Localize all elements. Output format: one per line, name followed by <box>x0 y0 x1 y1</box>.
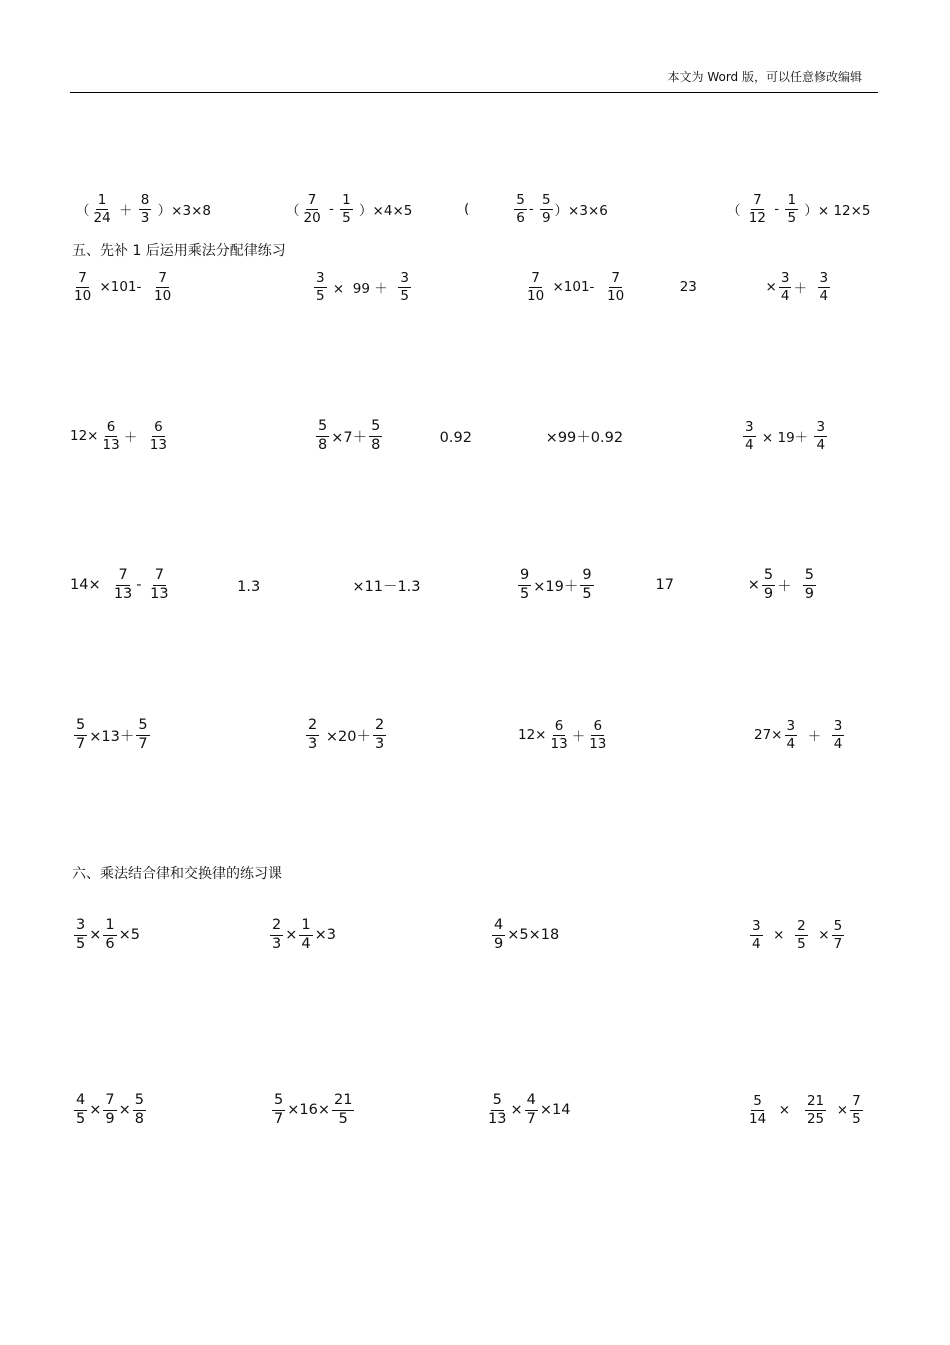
fraction-numerator: 3 <box>833 718 843 735</box>
fraction-denominator: 13 <box>150 585 169 602</box>
expression-text: 27× <box>754 727 783 743</box>
fraction-numerator: 5 <box>762 568 775 585</box>
expression-text: 17 × <box>595 577 760 593</box>
fraction-denominator: 12 <box>748 209 766 226</box>
math-problem <box>727 186 871 232</box>
fraction-numerator: 9 <box>518 568 531 585</box>
expression-text: × <box>828 1102 849 1118</box>
fraction-numerator: 7 <box>531 270 540 287</box>
expression-text: ＋ <box>799 729 830 745</box>
math-problem <box>72 912 140 958</box>
fraction-numerator: 5 <box>272 1093 285 1110</box>
fraction-numerator: 7 <box>611 270 620 287</box>
fraction-numerator: 7 <box>153 568 166 585</box>
fraction-denominator: 4 <box>301 935 311 952</box>
expression-text: ×5×18 <box>507 927 560 943</box>
expression-text: ( <box>464 201 513 217</box>
fraction <box>101 420 122 451</box>
expression-text: ×101- <box>548 279 604 295</box>
fraction-denominator: 3 <box>140 209 150 226</box>
expression-text: ×7＋ <box>331 429 368 446</box>
fraction-denominator: 13 <box>550 735 568 752</box>
fraction <box>398 271 411 302</box>
fraction-denominator: 10 <box>154 287 172 304</box>
expression-text: （ <box>286 203 300 219</box>
expression-text: ×19＋ <box>533 578 579 595</box>
fraction-numerator: 3 <box>819 270 829 287</box>
fraction <box>148 568 170 601</box>
expression-text: （ <box>76 203 90 219</box>
math-problem <box>312 264 413 310</box>
fraction-denominator: 5 <box>338 1110 348 1127</box>
fraction-numerator: 1 <box>299 918 312 935</box>
fraction <box>136 718 149 751</box>
fraction-numerator: 5 <box>316 419 329 436</box>
fraction-numerator: 5 <box>516 192 525 209</box>
fraction <box>814 420 827 451</box>
fraction <box>112 568 134 601</box>
expression-text: × <box>89 927 102 943</box>
fraction-denominator: 4 <box>786 735 796 752</box>
section-title-5: 五、先补 1 后运用乘法分配律练习 <box>72 243 286 259</box>
header-note: 本文为 Word 版，可以任意修改编辑 <box>667 70 862 84</box>
fraction <box>795 919 808 950</box>
expression-text: 0.92 ×99＋0.92 <box>384 429 624 446</box>
fraction-denominator: 9 <box>763 585 774 602</box>
fraction <box>72 271 93 302</box>
fraction <box>803 568 816 601</box>
expression-text: ＋ <box>114 203 137 219</box>
fraction-denominator: 4 <box>833 735 843 752</box>
fraction-denominator: 4 <box>745 436 754 453</box>
fraction-numerator: 8 <box>140 192 150 209</box>
fraction-numerator: 5 <box>541 192 551 209</box>
math-problem <box>72 1087 148 1133</box>
fraction-numerator: 3 <box>400 270 409 287</box>
fraction <box>302 193 323 224</box>
expression-text: × <box>809 927 830 943</box>
fraction-numerator: 21 <box>806 1093 825 1110</box>
math-problem <box>484 1087 570 1133</box>
fraction <box>785 719 798 750</box>
fraction-denominator: 5 <box>342 209 351 226</box>
math-problem <box>518 712 610 758</box>
fraction-numerator: 6 <box>154 419 163 436</box>
fraction-numerator: 2 <box>306 718 319 735</box>
fraction <box>525 1093 538 1126</box>
expression-text: ＋ <box>123 430 146 446</box>
expression-text: - <box>528 201 538 217</box>
fraction-numerator: 5 <box>74 718 87 735</box>
expression-text: 14× <box>70 577 110 593</box>
math-problem <box>76 186 211 232</box>
math-problem <box>516 562 818 608</box>
fraction-denominator: 7 <box>526 1110 536 1127</box>
fraction-denominator: 3 <box>272 935 282 952</box>
fraction-denominator: 5 <box>76 1110 86 1127</box>
expression-text: 23 × <box>628 279 777 295</box>
fraction <box>272 1093 285 1126</box>
fraction <box>152 271 173 302</box>
expression-text: ×14 <box>539 1102 571 1118</box>
fraction <box>332 1093 354 1126</box>
fraction-numerator: 1 <box>342 192 351 209</box>
fraction <box>514 193 527 224</box>
fraction <box>605 271 626 302</box>
fraction-numerator: 9 <box>580 568 593 585</box>
fraction-denominator: 4 <box>816 436 826 453</box>
fraction-denominator: 9 <box>541 209 551 226</box>
expression-text: ×20＋ <box>321 728 371 745</box>
expression-text: × <box>89 1102 102 1118</box>
fraction-denominator: 4 <box>780 287 790 304</box>
fraction-denominator: 5 <box>797 935 806 952</box>
fraction-numerator: 5 <box>803 568 816 585</box>
fraction-numerator: 6 <box>554 718 564 735</box>
math-problem <box>70 264 175 310</box>
fraction <box>580 568 593 601</box>
expression-text: ×13＋ <box>89 728 135 745</box>
math-problem <box>490 912 559 958</box>
fraction-denominator: 13 <box>102 436 120 453</box>
fraction-numerator: 4 <box>492 918 505 935</box>
expression-text: × <box>770 1102 803 1118</box>
fraction-denominator: 7 <box>138 735 148 752</box>
expression-text: ×101- <box>95 279 151 295</box>
math-problem <box>268 912 336 958</box>
fraction-denominator: 8 <box>371 436 381 453</box>
fraction-numerator: 7 <box>78 270 87 287</box>
fraction-denominator: 5 <box>787 209 797 226</box>
fraction <box>779 271 792 302</box>
fraction <box>818 271 831 302</box>
expression-text: ）×3×6 <box>554 203 608 219</box>
expression-text: 1.3 ×11－1.3 <box>172 578 421 595</box>
fraction-denominator: 5 <box>520 585 530 602</box>
expression-text: - <box>769 201 784 217</box>
fraction-denominator: 9 <box>804 585 815 602</box>
math-problem <box>70 413 171 459</box>
fraction-numerator: 1 <box>787 192 797 209</box>
fraction <box>785 193 798 224</box>
fraction <box>74 718 87 751</box>
fraction-denominator: 24 <box>93 209 111 226</box>
fraction-numerator: 2 <box>270 918 283 935</box>
fraction-denominator: 3 <box>308 735 318 752</box>
fraction-numerator: 4 <box>74 1093 87 1110</box>
fraction-numerator: 6 <box>106 419 116 436</box>
expression-text: ）×3×8 <box>153 203 211 219</box>
fraction-numerator: 7 <box>852 1093 861 1110</box>
fraction-numerator: 5 <box>833 918 843 935</box>
expression-text: ＋ <box>793 281 816 297</box>
expression-text: （ <box>727 203 745 219</box>
expression-text: 12× <box>70 428 99 444</box>
fraction-numerator: 5 <box>753 1093 762 1110</box>
expression-text: 12× <box>518 727 547 743</box>
fraction-denominator: 9 <box>105 1110 115 1127</box>
fraction-numerator: 7 <box>753 192 762 209</box>
fraction <box>74 1093 87 1126</box>
math-problem <box>741 413 829 459</box>
fraction <box>133 1093 146 1126</box>
fraction-denominator: 13 <box>488 1110 507 1127</box>
fraction-numerator: 2 <box>797 918 806 935</box>
fraction-numerator: 3 <box>316 270 325 287</box>
fraction-numerator: 6 <box>593 718 603 735</box>
fraction-denominator: 5 <box>76 935 86 952</box>
fraction-numerator: 7 <box>307 192 317 209</box>
fraction <box>74 918 87 951</box>
fraction <box>103 918 116 951</box>
expression-text: ）×4×5 <box>354 203 413 219</box>
fraction-denominator: 25 <box>806 1110 825 1127</box>
fraction-numerator: 3 <box>786 718 796 735</box>
fraction-numerator: 3 <box>816 419 826 436</box>
fraction <box>340 193 353 224</box>
fraction <box>369 419 382 452</box>
fraction-numerator: 1 <box>97 192 107 209</box>
fraction-denominator: 13 <box>113 585 133 602</box>
expression-text: × <box>118 1102 131 1118</box>
fraction-numerator: 3 <box>780 270 790 287</box>
math-problem <box>464 186 608 232</box>
fraction-numerator: 3 <box>74 918 87 935</box>
fraction-denominator: 5 <box>582 585 592 602</box>
fraction <box>832 919 845 950</box>
fraction <box>103 1093 116 1126</box>
fraction-numerator: 21 <box>332 1093 354 1110</box>
fraction <box>743 420 756 451</box>
fraction-denominator: 7 <box>274 1110 284 1127</box>
expression-text: ）× 12×5 <box>800 203 871 219</box>
fraction-denominator: 5 <box>400 287 409 304</box>
fraction-denominator: 13 <box>589 735 607 752</box>
fraction-denominator: 5 <box>316 287 325 304</box>
fraction <box>492 918 505 951</box>
expression-text: - <box>324 201 339 217</box>
math-problem <box>70 562 421 608</box>
fraction-denominator: 8 <box>318 436 328 453</box>
fraction-denominator: 4 <box>819 287 829 304</box>
fraction <box>314 271 327 302</box>
fraction-denominator: 7 <box>833 935 843 952</box>
math-problem <box>745 1087 865 1133</box>
fraction-denominator: 6 <box>516 209 525 226</box>
fraction <box>805 1094 826 1125</box>
fraction-numerator: 5 <box>133 1093 146 1110</box>
fraction-denominator: 9 <box>494 935 504 952</box>
fraction <box>747 193 768 224</box>
fraction-numerator: 7 <box>103 1093 116 1110</box>
fraction-numerator: 1 <box>103 918 116 935</box>
fraction-numerator: 5 <box>136 718 149 735</box>
fraction-denominator: 6 <box>105 935 115 952</box>
math-problem <box>72 712 152 758</box>
fraction <box>549 719 570 750</box>
fraction-denominator: 3 <box>374 735 385 752</box>
fraction <box>525 271 546 302</box>
fraction-denominator: 10 <box>607 287 625 304</box>
expression-text: × 19＋ <box>757 430 813 446</box>
fraction-numerator: 5 <box>491 1093 504 1110</box>
fraction-denominator: 14 <box>749 1110 767 1127</box>
fraction <box>518 568 531 601</box>
math-problem <box>304 712 388 758</box>
fraction <box>747 1094 768 1125</box>
fraction <box>850 1094 863 1125</box>
fraction-numerator: 7 <box>158 270 167 287</box>
fraction-denominator: 20 <box>303 209 321 226</box>
fraction <box>750 919 763 950</box>
expression-text: × <box>764 927 794 943</box>
fraction-denominator: 4 <box>752 935 761 952</box>
math-problem <box>523 264 832 310</box>
fraction-denominator: 13 <box>149 436 167 453</box>
math-problem <box>748 912 846 958</box>
fraction <box>762 568 775 601</box>
fraction <box>299 918 312 951</box>
fraction <box>540 193 553 224</box>
expression-text: ＋ <box>571 729 586 745</box>
expression-text: ×3 <box>314 927 336 943</box>
fraction-numerator: 7 <box>116 568 129 585</box>
fraction-numerator: 4 <box>525 1093 538 1110</box>
fraction-denominator: 8 <box>134 1110 145 1127</box>
expression-text: - <box>136 577 147 593</box>
fraction <box>832 719 845 750</box>
page-header <box>70 66 878 93</box>
fraction <box>270 918 283 951</box>
expression-text: ×16× <box>287 1102 330 1118</box>
fraction <box>373 718 386 751</box>
math-problem <box>270 1087 356 1133</box>
section-title-6: 六、乘法结合律和交换律的练习课 <box>72 866 282 882</box>
fraction-denominator: 5 <box>852 1110 861 1127</box>
fraction-numerator: 3 <box>752 918 761 935</box>
fraction <box>587 719 608 750</box>
fraction-numerator: 2 <box>373 718 386 735</box>
fraction-denominator: 7 <box>76 735 86 752</box>
fraction-denominator: 10 <box>74 287 92 304</box>
fraction <box>92 193 113 224</box>
fraction <box>486 1093 508 1126</box>
fraction <box>148 420 169 451</box>
fraction-numerator: 3 <box>745 419 754 436</box>
fraction-denominator: 10 <box>527 287 545 304</box>
math-problem <box>286 186 412 232</box>
expression-text: × 99 ＋ <box>328 281 397 297</box>
fraction <box>316 419 329 452</box>
fraction-numerator: 5 <box>369 419 382 436</box>
fraction <box>306 718 319 751</box>
math-problem <box>314 413 623 459</box>
expression-text: ×5 <box>118 927 140 943</box>
math-problem <box>754 712 846 758</box>
expression-text: ＋ <box>777 578 801 595</box>
expression-text: × <box>285 927 298 943</box>
fraction <box>139 193 152 224</box>
expression-text: × <box>510 1102 523 1118</box>
